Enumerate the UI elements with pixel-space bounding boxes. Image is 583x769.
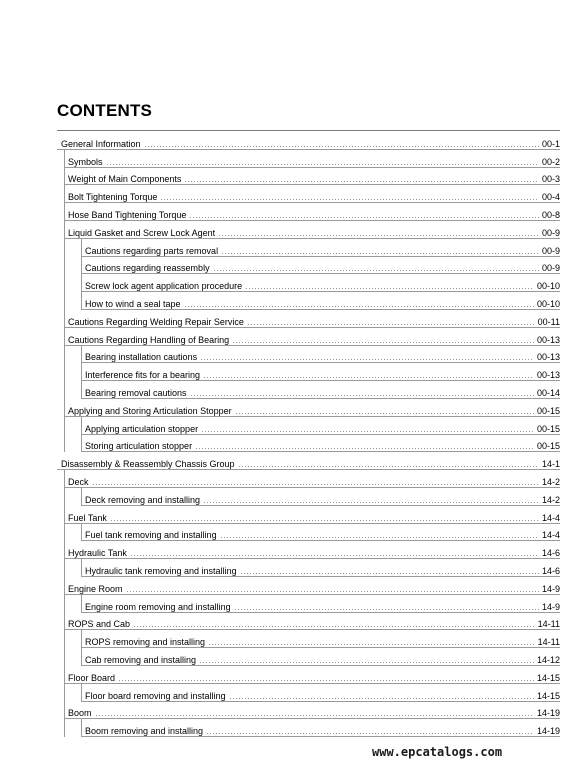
toc-entry-page: 14-1 [541,459,560,470]
toc-entry-page: 00-13 [536,370,560,381]
indent-rule [81,256,82,275]
toc-entry[interactable] [57,629,560,647]
toc-entry[interactable] [57,523,560,541]
toc-entry-page: 14-19 [536,708,560,719]
toc-entry-label: Disassembly & Reassembly Chassis Group [61,459,235,470]
indent-rule [64,469,65,488]
indent-rule [81,558,82,577]
indent-rule [64,291,65,310]
toc-entry-label: Bearing removal cautions [85,387,187,398]
dot-leader [229,698,534,699]
toc-entry-label: Cautions Regarding Handling of Bearing [68,334,230,345]
indent-rule [81,523,82,542]
dot-leader [221,253,539,254]
toc-entry-label: Fuel Tank [68,512,107,523]
toc-entry-page: 14-15 [536,672,560,683]
toc-entry-label: Engine room removing and installing [85,601,231,612]
toc-entry[interactable] [57,505,560,523]
dot-leader [203,502,539,503]
toc-entry-page: 14-6 [541,565,560,576]
toc-entry-label: Boom [68,708,92,719]
indent-rule [64,647,65,666]
toc-entry-page: 00-10 [536,298,560,309]
toc-entry-label: Floor board removing and installing [85,690,226,701]
toc-entry-label: Applying articulation stopper [85,423,199,434]
toc-entry-page: 14-9 [541,583,560,594]
indent-rule [64,309,65,328]
toc-entry[interactable] [57,220,560,238]
dot-leader [126,591,539,592]
toc-entry[interactable] [57,398,560,416]
dot-leader [184,306,534,307]
indent-rule [81,362,82,381]
dot-leader [247,324,535,325]
table-of-contents [57,130,560,736]
toc-entry-page: 14-12 [536,654,560,665]
indent-rule [81,273,82,292]
watermark-url: www.epcatalogs.com [372,745,503,759]
toc-entry-label: Cautions regarding parts removal [85,245,219,256]
toc-entry-label: Symbols [68,156,103,167]
indent-rule [64,629,65,648]
dot-leader [95,715,534,716]
page-title: CONTENTS [57,101,153,120]
toc-entry-page: 14-9 [541,601,560,612]
indent-rule [81,380,82,399]
dot-leader [190,395,534,396]
toc-entry[interactable] [57,362,560,380]
toc-entry-label: Hose Band Tightening Torque [68,209,187,220]
toc-entry-page: 00-9 [541,227,560,238]
toc-entry[interactable] [57,665,560,683]
toc-entry[interactable] [57,273,560,291]
toc-entry-page: 00-3 [541,174,560,185]
toc-entry-page: 14-4 [541,512,560,523]
dot-leader [213,270,539,271]
dot-leader [200,359,534,360]
indent-rule [64,576,65,595]
dot-leader [234,609,539,610]
indent-rule [64,701,65,720]
toc-entry-label: Floor Board [68,672,116,683]
toc-entry-page: 14-11 [537,637,560,648]
indent-rule [81,487,82,506]
toc-entry-page: 14-2 [541,494,560,505]
toc-entry[interactable] [57,256,560,274]
toc-entry-page: 00-15 [536,405,560,416]
indent-rule [64,380,65,399]
indent-rule [64,238,65,257]
toc-entry[interactable] [57,718,560,736]
toc-entry[interactable] [57,434,560,452]
toc-entry[interactable] [57,291,560,309]
toc-entry-page: 00-15 [536,423,560,434]
dot-leader [189,217,539,218]
dot-leader [235,413,534,414]
dot-leader [133,626,535,627]
toc-entry[interactable] [57,451,560,469]
toc-entry-label: Engine Room [68,583,123,594]
toc-entry[interactable] [57,487,560,505]
toc-entry-label: Cab removing and installing [85,654,197,665]
toc-entry-page: 00-8 [541,209,560,220]
toc-entry-label: Cautions Regarding Welding Repair Service [68,316,244,327]
indent-rule [81,416,82,435]
toc-entry[interactable] [57,416,560,434]
dot-leader [201,431,534,432]
dot-leader [245,288,534,289]
indent-rule [64,202,65,221]
toc-entry[interactable] [57,576,560,594]
indent-rule [64,149,65,168]
indent-rule [64,505,65,524]
toc-entry-page: 14-2 [541,476,560,487]
dot-leader [238,466,539,467]
toc-entry-page: 00-4 [541,192,560,203]
toc-entry-page: 00-14 [536,387,560,398]
toc-entry-page: 00-9 [541,263,560,274]
dot-leader [218,235,539,236]
toc-entry-label: Hydraulic Tank [68,548,127,559]
toc-entry[interactable] [57,184,560,202]
indent-rule [64,540,65,559]
indent-rule [64,345,65,364]
indent-rule [81,647,82,666]
toc-entry-label: Screw lock agent application procedure [85,281,243,292]
toc-entry-label: Liquid Gasket and Screw Lock Agent [68,227,216,238]
indent-rule [81,345,82,364]
toc-entry[interactable] [57,558,560,576]
toc-entry-label: ROPS and Cab [68,619,131,630]
toc-entry[interactable] [57,647,560,665]
toc-entry[interactable] [57,309,560,327]
dot-leader [160,199,539,200]
dot-leader [195,448,534,449]
toc-entry[interactable] [57,131,560,149]
dot-leader [208,644,535,645]
toc-entry-label: Deck removing and installing [85,494,201,505]
indent-rule [64,273,65,292]
toc-entry-page: 00-13 [536,352,560,363]
dot-leader [118,680,534,681]
indent-rule [64,256,65,275]
dot-leader [199,662,534,663]
dot-leader [206,733,534,734]
toc-entry-label: Interference fits for a bearing [85,370,201,381]
toc-entry-label: Fuel tank removing and installing [85,530,217,541]
indent-rule [81,683,82,702]
toc-entry-page: 00-13 [536,334,560,345]
toc-entry-label: Boom removing and installing [85,726,204,737]
toc-entry-label: Applying and Storing Articulation Stopper [68,405,232,416]
indent-rule [64,487,65,506]
toc-entry-label: How to wind a seal tape [85,298,181,309]
toc-entry[interactable] [57,327,560,345]
dot-leader [184,181,539,182]
dot-leader [92,484,539,485]
dot-leader [232,342,534,343]
toc-entry[interactable] [57,149,560,167]
toc-entry-page: 14-4 [541,530,560,541]
indent-rule [64,416,65,435]
indent-rule [64,327,65,346]
indent-rule [64,683,65,702]
indent-rule [64,220,65,239]
toc-entry[interactable] [57,380,560,398]
toc-entry-page: 14-15 [536,690,560,701]
indent-rule [81,594,82,613]
toc-entry-label: Hydraulic tank removing and installing [85,565,237,576]
toc-entry-page: 14-11 [537,619,560,630]
toc-entry-label: Cautions regarding reassembly [85,263,210,274]
toc-entry[interactable] [57,345,560,363]
indent-rule [64,612,65,631]
indent-rule [64,718,65,737]
toc-entry-page: 00-1 [541,138,560,149]
toc-entry[interactable] [57,701,560,719]
indent-rule [64,434,65,453]
indent-rule [81,629,82,648]
toc-entry[interactable] [57,683,560,701]
dot-leader [144,146,539,147]
toc-entry-page: 00-11 [537,316,560,327]
toc-entry-page: 00-15 [536,441,560,452]
dot-leader [110,520,539,521]
toc-entry-label: Bolt Tightening Torque [68,192,158,203]
indent-rule [81,238,82,257]
toc-entry[interactable] [57,167,560,185]
dot-leader [130,555,539,556]
dot-leader [220,537,539,538]
toc-entry-page: 00-2 [541,156,560,167]
toc-entry-label: Deck [68,476,89,487]
toc-entry-label: Weight of Main Components [68,174,182,185]
toc-entry[interactable] [57,202,560,220]
indent-rule [64,184,65,203]
toc-entry-label: ROPS removing and installing [85,637,206,648]
toc-entry[interactable] [57,594,560,612]
toc-entry-page: 00-9 [541,245,560,256]
dot-leader [106,164,539,165]
toc-entry[interactable] [57,469,560,487]
indent-rule [81,434,82,453]
dot-leader [240,573,539,574]
toc-entry-label: General Information [61,138,141,149]
toc-entry-page: 00-10 [536,281,560,292]
dot-leader [203,377,534,378]
indent-rule [64,523,65,542]
indent-rule [64,558,65,577]
toc-entry[interactable] [57,612,560,630]
indent-rule [64,665,65,684]
indent-rule [81,291,82,310]
indent-rule [81,718,82,737]
indent-rule [64,167,65,186]
toc-entry-label: Storing articulation stopper [85,441,193,452]
toc-entry[interactable] [57,238,560,256]
toc-entry-page: 14-6 [541,548,560,559]
toc-entry-page: 14-19 [536,726,560,737]
indent-rule [64,362,65,381]
toc-entry-label: Bearing installation cautions [85,352,198,363]
indent-rule [64,398,65,417]
toc-entry[interactable] [57,540,560,558]
indent-rule [64,594,65,613]
